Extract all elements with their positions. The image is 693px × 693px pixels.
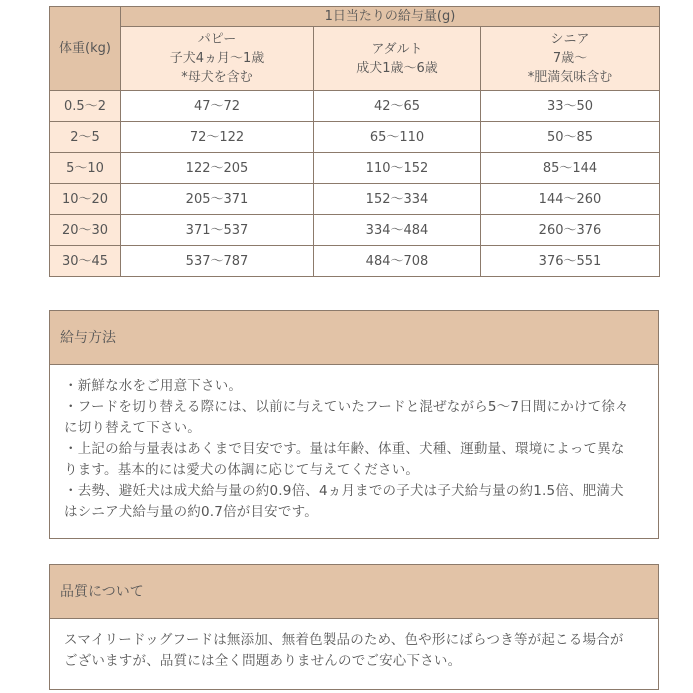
feeding-method-line: に切り替えて下さい。 [64, 420, 201, 436]
adult-label: アダルト [371, 41, 423, 57]
weight-cell: 20〜30 [50, 215, 121, 246]
puppy-amount-cell: 122〜205 [121, 153, 314, 184]
senior-amount-cell: 376〜551 [481, 246, 660, 277]
adult-column-header [314, 27, 481, 91]
senior-age-range: 7歳〜 [552, 51, 588, 66]
weight-column-header: 体重(kg) [50, 7, 121, 91]
table-row [50, 215, 660, 246]
table-row [50, 91, 660, 122]
daily-amount-header: 1日当たりの給与量(g) [121, 7, 660, 27]
table-row [50, 153, 660, 184]
quality-line: スマイリードッグフードは無添加、無着色製品のため、色や形にばらつき等が起こる場合が [64, 632, 624, 648]
senior-column-header [481, 27, 660, 91]
puppy-age-range: 子犬4ヵ月〜1歳 [169, 51, 265, 66]
senior-amount-cell: 144〜260 [481, 184, 660, 215]
adult-amount-cell: 152〜334 [314, 184, 481, 215]
puppy-amount-cell: 205〜371 [121, 184, 314, 215]
weight-cell: 30〜45 [50, 246, 121, 277]
feeding-method-line: ・新鮮な水をご用意下さい。 [64, 378, 243, 394]
adult-amount-cell: 484〜708 [314, 246, 481, 277]
senior-label: シニア [550, 32, 590, 47]
adult-age-range: 成犬1歳〜6歳 [356, 60, 438, 76]
adult-amount-cell: 334〜484 [314, 215, 481, 246]
puppy-amount-cell: 72〜122 [121, 122, 314, 153]
feeding-method-line: ・去勢、避妊犬は成犬給与量の約0.9倍、4ヵ月までの子犬は子犬給与量の約1.5倍、肥満犬 [64, 483, 624, 499]
senior-amount-cell: 50〜85 [481, 122, 660, 153]
feeding-method-panel [49, 310, 659, 539]
puppy-amount-cell: 371〜537 [121, 215, 314, 246]
senior-amount-cell: 33〜50 [481, 91, 660, 122]
feeding-method-line: ・上記の給与量表はあくまで目安です。量は年齢、体重、犬種、運動量、環境によって異な [64, 441, 625, 457]
feeding-method-line: はシニア犬給与量の約0.7倍が目安です。 [64, 504, 318, 520]
puppy-label: パピー [197, 32, 237, 47]
feeding-method-body [50, 365, 658, 532]
senior-note: *肥満気味含む [527, 70, 613, 85]
puppy-column-header [121, 27, 314, 91]
adult-amount-cell: 110〜152 [314, 153, 481, 184]
senior-amount-cell: 85〜144 [481, 153, 660, 184]
quality-panel [49, 564, 659, 690]
puppy-note: *母犬を含む [181, 70, 253, 85]
weight-cell: 5〜10 [50, 153, 121, 184]
table-row [50, 122, 660, 153]
weight-cell: 2〜5 [50, 122, 121, 153]
adult-amount-cell: 65〜110 [314, 122, 481, 153]
weight-cell: 10〜20 [50, 184, 121, 215]
feeding-method-line: ・フードを切り替える際には、以前に与えていたフードと混ぜながら5〜7日間にかけて徐々 [64, 399, 629, 415]
table-row [50, 246, 660, 277]
feeding-method-title: 給与方法 [50, 311, 658, 365]
feeding-method-line: ります。基本的には愛犬の体調に応じて与えてください。 [64, 462, 420, 478]
quality-title: 品質について [50, 565, 658, 619]
table-row [50, 184, 660, 215]
senior-amount-cell: 260〜376 [481, 215, 660, 246]
feeding-amount-table [49, 6, 660, 277]
quality-line: ございますが、品質には全く問題ありませんのでご安心下さい。 [64, 653, 462, 669]
puppy-amount-cell: 47〜72 [121, 91, 314, 122]
adult-amount-cell: 42〜65 [314, 91, 481, 122]
quality-body [50, 619, 658, 681]
weight-cell: 0.5〜2 [50, 91, 121, 122]
puppy-amount-cell: 537〜787 [121, 246, 314, 277]
